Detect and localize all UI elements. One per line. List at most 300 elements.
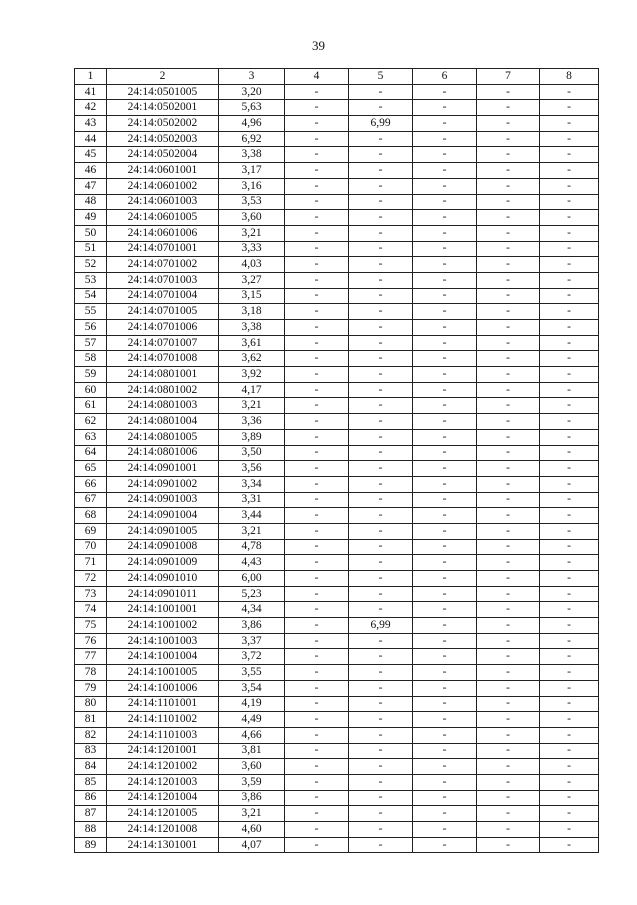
table-row [75,382,599,398]
row-number-cell: 70 [75,539,107,555]
col5-cell: - [349,806,413,822]
cadastral-number-cell: 24:14:1001001 [107,602,219,618]
cadastral-number-cell: 24:14:0502003 [107,131,219,147]
col7-cell: - [477,272,540,288]
row-number-cell: 83 [75,743,107,759]
value-cell: 3,36 [219,414,285,430]
col8-cell: - [540,508,599,524]
col5-cell: - [349,837,413,853]
cadastral-number-cell: 24:14:1201001 [107,743,219,759]
cadastral-number-cell: 24:14:1201008 [107,822,219,838]
cadastral-number-cell: 24:14:0901002 [107,476,219,492]
col6-cell: - [413,225,477,241]
row-number-cell: 68 [75,508,107,524]
col8-cell: - [540,272,599,288]
value-cell: 3,86 [219,790,285,806]
table-row [75,476,599,492]
col4-cell: - [285,288,349,304]
table-row [75,257,599,273]
value-cell: 5,63 [219,100,285,116]
row-number-cell: 55 [75,304,107,320]
col5-cell: - [349,225,413,241]
column-header: 6 [413,69,477,85]
table-row [75,665,599,681]
cadastral-number-cell: 24:14:1001006 [107,680,219,696]
col6-cell: - [413,618,477,634]
col6-cell: - [413,712,477,728]
table-row [75,304,599,320]
col4-cell: - [285,665,349,681]
table-row [75,727,599,743]
col6-cell: - [413,633,477,649]
col4-cell: - [285,508,349,524]
value-cell: 3,38 [219,147,285,163]
col4-cell: - [285,445,349,461]
col5-cell: - [349,712,413,728]
row-number-cell: 85 [75,774,107,790]
col8-cell: - [540,633,599,649]
value-cell: 3,17 [219,163,285,179]
table-row [75,774,599,790]
table-row [75,837,599,853]
row-number-cell: 82 [75,727,107,743]
value-cell: 3,61 [219,335,285,351]
table-row [75,822,599,838]
value-cell: 3,62 [219,351,285,367]
col8-cell: - [540,712,599,728]
col8-cell: - [540,539,599,555]
col5-cell: - [349,147,413,163]
col8-cell: - [540,414,599,430]
data-table [74,68,599,853]
column-header: 1 [75,69,107,85]
col5-cell: - [349,461,413,477]
value-cell: 4,43 [219,555,285,571]
col5-cell: - [349,351,413,367]
row-number-cell: 56 [75,320,107,336]
col4-cell: - [285,727,349,743]
row-number-cell: 52 [75,257,107,273]
row-number-cell: 75 [75,618,107,634]
col4-cell: - [285,241,349,257]
col5-cell: - [349,555,413,571]
col4-cell: - [285,712,349,728]
col4-cell: - [285,476,349,492]
col5-cell: - [349,649,413,665]
col7-cell: - [477,696,540,712]
table-row [75,241,599,257]
row-number-cell: 57 [75,335,107,351]
col8-cell: - [540,555,599,571]
row-number-cell: 66 [75,476,107,492]
col4-cell: - [285,680,349,696]
col8-cell: - [540,351,599,367]
col7-cell: - [477,712,540,728]
value-cell: 4,96 [219,116,285,132]
col5-cell: - [349,571,413,587]
cadastral-number-cell: 24:14:0502004 [107,147,219,163]
value-cell: 3,56 [219,461,285,477]
col5-cell: - [349,822,413,838]
col4-cell: - [285,492,349,508]
col8-cell: - [540,586,599,602]
col7-cell: - [477,602,540,618]
col5-cell: - [349,696,413,712]
table-row [75,539,599,555]
cadastral-number-cell: 24:14:1001003 [107,633,219,649]
table-row [75,492,599,508]
col4-cell: - [285,461,349,477]
col7-cell: - [477,178,540,194]
cadastral-number-cell: 24:14:1201002 [107,759,219,775]
table-row [75,649,599,665]
value-cell: 3,38 [219,320,285,336]
row-number-cell: 58 [75,351,107,367]
value-cell: 4,03 [219,257,285,273]
col5-cell: 6,99 [349,116,413,132]
row-number-cell: 49 [75,210,107,226]
col7-cell: - [477,100,540,116]
cadastral-number-cell: 24:14:0601002 [107,178,219,194]
cadastral-number-cell: 24:14:0601003 [107,194,219,210]
col5-cell: - [349,335,413,351]
table-row [75,163,599,179]
cadastral-number-cell: 24:14:0502001 [107,100,219,116]
col6-cell: - [413,727,477,743]
col7-cell: - [477,759,540,775]
col8-cell: - [540,696,599,712]
col5-cell: - [349,774,413,790]
header-row [75,69,599,85]
col4-cell: - [285,257,349,273]
col4-cell: - [285,555,349,571]
cadastral-number-cell: 24:14:0701005 [107,304,219,320]
col6-cell: - [413,523,477,539]
col6-cell: - [413,178,477,194]
col4-cell: - [285,806,349,822]
row-number-cell: 71 [75,555,107,571]
column-header: 2 [107,69,219,85]
col8-cell: - [540,210,599,226]
col6-cell: - [413,555,477,571]
col8-cell: - [540,84,599,100]
value-cell: 4,78 [219,539,285,555]
col4-cell: - [285,320,349,336]
col4-cell: - [285,84,349,100]
col5-cell: - [349,586,413,602]
table-row [75,680,599,696]
col5-cell: - [349,633,413,649]
value-cell: 4,17 [219,382,285,398]
col5-cell: - [349,508,413,524]
col6-cell: - [413,602,477,618]
table-row [75,335,599,351]
cadastral-number-cell: 24:14:1001004 [107,649,219,665]
col6-cell: - [413,288,477,304]
col5-cell: - [349,743,413,759]
col6-cell: - [413,272,477,288]
row-number-cell: 78 [75,665,107,681]
col7-cell: - [477,367,540,383]
value-cell: 3,18 [219,304,285,320]
table-row [75,288,599,304]
table-row [75,210,599,226]
row-number-cell: 80 [75,696,107,712]
table-row [75,712,599,728]
cadastral-number-cell: 24:14:0701003 [107,272,219,288]
col5-cell: - [349,539,413,555]
cadastral-number-cell: 24:14:0701004 [107,288,219,304]
col6-cell: - [413,806,477,822]
table-row [75,586,599,602]
col7-cell: - [477,790,540,806]
cadastral-number-cell: 24:14:0601001 [107,163,219,179]
col5-cell: - [349,272,413,288]
col5-cell: - [349,84,413,100]
col8-cell: - [540,461,599,477]
col4-cell: - [285,194,349,210]
col8-cell: - [540,649,599,665]
col7-cell: - [477,445,540,461]
cadastral-number-cell: 24:14:0701001 [107,241,219,257]
value-cell: 3,21 [219,806,285,822]
col5-cell: - [349,445,413,461]
col5-cell: - [349,523,413,539]
col7-cell: - [477,586,540,602]
row-number-cell: 73 [75,586,107,602]
col5-cell: - [349,602,413,618]
col7-cell: - [477,257,540,273]
col7-cell: - [477,555,540,571]
col6-cell: - [413,320,477,336]
col8-cell: - [540,618,599,634]
col7-cell: - [477,351,540,367]
cadastral-number-cell: 24:14:1001002 [107,618,219,634]
table-row [75,461,599,477]
col4-cell: - [285,178,349,194]
col6-cell: - [413,822,477,838]
col4-cell: - [285,633,349,649]
cadastral-number-cell: 24:14:1201004 [107,790,219,806]
col5-cell: - [349,131,413,147]
col6-cell: - [413,367,477,383]
value-cell: 3,37 [219,633,285,649]
value-cell: 3,31 [219,492,285,508]
col6-cell: - [413,492,477,508]
row-number-cell: 42 [75,100,107,116]
col8-cell: - [540,131,599,147]
cadastral-number-cell: 24:14:1101003 [107,727,219,743]
col5-cell: - [349,194,413,210]
col6-cell: - [413,445,477,461]
row-number-cell: 67 [75,492,107,508]
col5-cell: - [349,790,413,806]
cadastral-number-cell: 24:14:1001005 [107,665,219,681]
value-cell: 3,59 [219,774,285,790]
col6-cell: - [413,131,477,147]
table-row [75,414,599,430]
col6-cell: - [413,335,477,351]
value-cell: 3,53 [219,194,285,210]
table-row [75,571,599,587]
col8-cell: - [540,492,599,508]
col7-cell: - [477,571,540,587]
column-header: 7 [477,69,540,85]
col6-cell: - [413,194,477,210]
col6-cell: - [413,586,477,602]
col6-cell: - [413,382,477,398]
table-row [75,759,599,775]
col7-cell: - [477,288,540,304]
value-cell: 3,21 [219,523,285,539]
cadastral-number-cell: 24:14:0801005 [107,429,219,445]
col7-cell: - [477,523,540,539]
row-number-cell: 74 [75,602,107,618]
cadastral-number-cell: 24:14:0801004 [107,414,219,430]
col8-cell: - [540,320,599,336]
col7-cell: - [477,414,540,430]
row-number-cell: 62 [75,414,107,430]
row-number-cell: 86 [75,790,107,806]
col4-cell: - [285,147,349,163]
col8-cell: - [540,523,599,539]
value-cell: 3,89 [219,429,285,445]
col8-cell: - [540,476,599,492]
cadastral-number-cell: 24:14:0501005 [107,84,219,100]
table-row [75,178,599,194]
col6-cell: - [413,476,477,492]
col6-cell: - [413,100,477,116]
col6-cell: - [413,649,477,665]
col8-cell: - [540,571,599,587]
table-row [75,320,599,336]
col6-cell: - [413,210,477,226]
cadastral-number-cell: 24:14:0901009 [107,555,219,571]
cadastral-number-cell: 24:14:0601005 [107,210,219,226]
value-cell: 4,34 [219,602,285,618]
table-row [75,523,599,539]
col6-cell: - [413,743,477,759]
col4-cell: - [285,586,349,602]
col4-cell: - [285,367,349,383]
col7-cell: - [477,398,540,414]
col6-cell: - [413,414,477,430]
col6-cell: - [413,571,477,587]
col4-cell: - [285,163,349,179]
col4-cell: - [285,822,349,838]
col4-cell: - [285,602,349,618]
col5-cell: - [349,257,413,273]
col7-cell: - [477,225,540,241]
col4-cell: - [285,100,349,116]
cadastral-number-cell: 24:14:0901010 [107,571,219,587]
col5-cell: - [349,163,413,179]
row-number-cell: 72 [75,571,107,587]
col4-cell: - [285,116,349,132]
col6-cell: - [413,837,477,853]
table-row [75,555,599,571]
col4-cell: - [285,225,349,241]
col4-cell: - [285,304,349,320]
col8-cell: - [540,759,599,775]
col8-cell: - [540,806,599,822]
cadastral-number-cell: 24:14:0801002 [107,382,219,398]
col6-cell: - [413,461,477,477]
row-number-cell: 47 [75,178,107,194]
row-number-cell: 88 [75,822,107,838]
col8-cell: - [540,288,599,304]
col5-cell: - [349,304,413,320]
table-row [75,351,599,367]
col4-cell: - [285,696,349,712]
col8-cell: - [540,822,599,838]
table-row [75,84,599,100]
col4-cell: - [285,837,349,853]
col4-cell: - [285,618,349,634]
col4-cell: - [285,539,349,555]
cadastral-number-cell: 24:14:1201005 [107,806,219,822]
value-cell: 3,20 [219,84,285,100]
col4-cell: - [285,382,349,398]
col8-cell: - [540,790,599,806]
col4-cell: - [285,398,349,414]
value-cell: 3,16 [219,178,285,194]
value-cell: 4,60 [219,822,285,838]
col7-cell: - [477,320,540,336]
col7-cell: - [477,84,540,100]
row-number-cell: 76 [75,633,107,649]
row-number-cell: 87 [75,806,107,822]
col8-cell: - [540,367,599,383]
col7-cell: - [477,461,540,477]
col5-cell: - [349,665,413,681]
col7-cell: - [477,774,540,790]
col8-cell: - [540,680,599,696]
col5-cell: - [349,241,413,257]
col4-cell: - [285,743,349,759]
value-cell: 4,19 [219,696,285,712]
row-number-cell: 63 [75,429,107,445]
row-number-cell: 45 [75,147,107,163]
col6-cell: - [413,351,477,367]
col7-cell: - [477,743,540,759]
value-cell: 3,50 [219,445,285,461]
value-cell: 4,66 [219,727,285,743]
value-cell: 3,55 [219,665,285,681]
col5-cell: - [349,476,413,492]
column-header: 8 [540,69,599,85]
col5-cell: - [349,759,413,775]
col4-cell: - [285,335,349,351]
row-number-cell: 59 [75,367,107,383]
col5-cell: - [349,429,413,445]
col4-cell: - [285,649,349,665]
col8-cell: - [540,727,599,743]
col7-cell: - [477,147,540,163]
table-row [75,618,599,634]
column-header: 4 [285,69,349,85]
col7-cell: - [477,492,540,508]
row-number-cell: 89 [75,837,107,853]
col7-cell: - [477,837,540,853]
cadastral-number-cell: 24:14:0901001 [107,461,219,477]
row-number-cell: 84 [75,759,107,775]
row-number-cell: 69 [75,523,107,539]
col4-cell: - [285,790,349,806]
col8-cell: - [540,602,599,618]
value-cell: 3,34 [219,476,285,492]
row-number-cell: 41 [75,84,107,100]
